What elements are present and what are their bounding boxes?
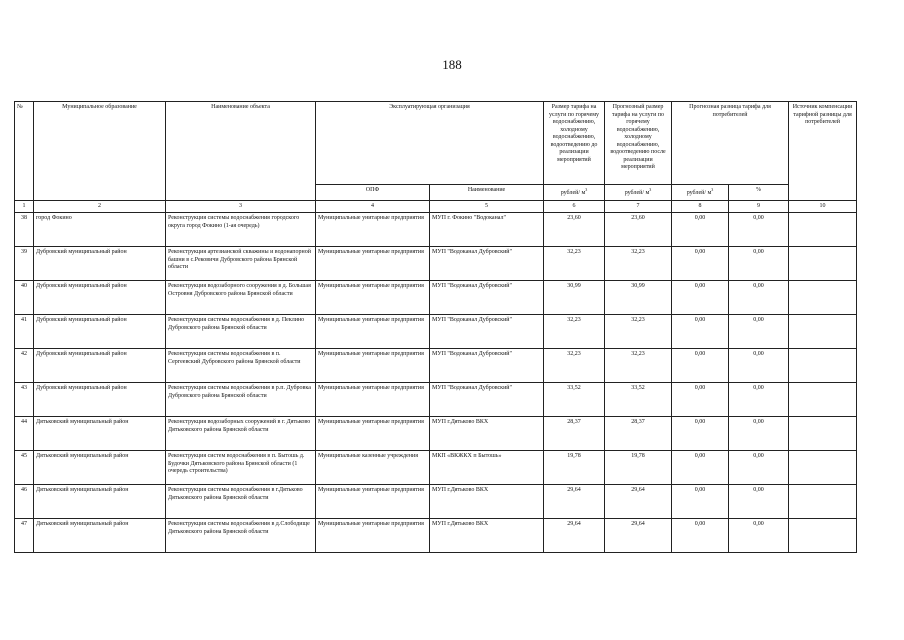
opf-cell: Муниципальные казенные учреждения (316, 451, 430, 485)
table-row (15, 247, 857, 281)
row-number: 47 (15, 519, 34, 553)
object-cell: Реконструкция системы водоснабжения в г.Дятьково Дятьковского района Брянской области (166, 485, 316, 519)
column-number-row (15, 200, 857, 213)
diff-rub-cell: 0,00 (672, 247, 729, 281)
diff-percent-cell: 0,00 (729, 349, 789, 383)
tariff-forecast-cell: 33,52 (605, 383, 672, 417)
table-row (15, 451, 857, 485)
table-row (15, 281, 857, 315)
diff-rub-cell: 0,00 (672, 281, 729, 315)
row-number: 42 (15, 349, 34, 383)
opf-cell: Муниципальные унитарные предприятия (316, 349, 430, 383)
table-row (15, 485, 857, 519)
column-number: 6 (544, 200, 605, 213)
municipality-cell: Дятьковский муниципальный район (34, 451, 166, 485)
tariff-forecast-cell: 32,23 (605, 349, 672, 383)
row-number: 43 (15, 383, 34, 417)
municipality-cell: Дятьковский муниципальный район (34, 417, 166, 451)
organization-cell: МУП г.Дятьково ВКХ (430, 485, 544, 519)
diff-rub-cell: 0,00 (672, 519, 729, 553)
row-number: 38 (15, 213, 34, 247)
tariff-now-cell: 30,99 (544, 281, 605, 315)
municipality-cell: Дубровский муниципальный район (34, 383, 166, 417)
source-cell (789, 417, 857, 451)
subheader-name: Наименование (430, 185, 544, 201)
table-row (15, 519, 857, 553)
diff-rub-cell: 0,00 (672, 417, 729, 451)
column-number: 8 (672, 200, 729, 213)
subheader-opf: ОПФ (316, 185, 430, 201)
diff-percent-cell: 0,00 (729, 417, 789, 451)
tariff-now-cell: 32,23 (544, 247, 605, 281)
opf-cell: Муниципальные унитарные предприятия (316, 213, 430, 247)
diff-rub-cell: 0,00 (672, 349, 729, 383)
organization-cell: МУП "Водоканал Дубровский" (430, 383, 544, 417)
diff-percent-cell: 0,00 (729, 281, 789, 315)
municipality-cell: Дубровский муниципальный район (34, 247, 166, 281)
row-number: 40 (15, 281, 34, 315)
source-cell (789, 281, 857, 315)
unit-label: рублей/ м (624, 190, 650, 196)
tariff-forecast-cell: 32,23 (605, 315, 672, 349)
source-cell (789, 451, 857, 485)
opf-cell: Муниципальные унитарные предприятия (316, 519, 430, 553)
column-number: 3 (166, 200, 316, 213)
row-number: 45 (15, 451, 34, 485)
organization-cell: МУП "Водоканал Дубровский" (430, 281, 544, 315)
object-cell: Реконструкция системы водоснабжения в р.п. Дубровка Дубровского района Брянской области (166, 383, 316, 417)
organization-cell: МУП г. Фокино "Водоканал" (430, 213, 544, 247)
diff-rub-cell: 0,00 (672, 383, 729, 417)
organization-cell: МКП «ВКЖКХ п Бытошь» (430, 451, 544, 485)
header-municipality: Муниципальное образование (34, 102, 166, 201)
organization-cell: МУП "Водоканал Дубровский" (430, 349, 544, 383)
source-cell (789, 213, 857, 247)
source-cell (789, 383, 857, 417)
subheader-unit-8 (672, 185, 729, 201)
header-tariff-diff: Прогнозная разница тарифа для потребителей (672, 102, 789, 185)
diff-percent-cell: 0,00 (729, 485, 789, 519)
header-tariff-now: Размер тарифа на услуги по горячему водоснабжению, холодному водоснабжению, водоотведению до реализации мероприятий (544, 102, 605, 185)
header-source: Источник компенсации тарифной разницы для потребителей (789, 102, 857, 201)
unit-sup: 3 (649, 187, 652, 192)
subheader-unit-7 (605, 185, 672, 201)
tariff-now-cell: 32,23 (544, 315, 605, 349)
tariff-now-cell: 29,64 (544, 485, 605, 519)
column-number: 10 (789, 200, 857, 213)
organization-cell: МУП г.Дятьково ВКХ (430, 417, 544, 451)
organization-cell: МУП "Водоканал Дубровский" (430, 247, 544, 281)
source-cell (789, 485, 857, 519)
tariff-forecast-cell: 29,64 (605, 519, 672, 553)
tariff-now-cell: 29,64 (544, 519, 605, 553)
object-cell: Реконструкция системы водоснабжения в д. Пеклино Дубровского района Брянской области (166, 315, 316, 349)
opf-cell: Муниципальные унитарные предприятия (316, 247, 430, 281)
opf-cell: Муниципальные унитарные предприятия (316, 383, 430, 417)
diff-percent-cell: 0,00 (729, 383, 789, 417)
source-cell (789, 349, 857, 383)
tariff-forecast-cell: 23,60 (605, 213, 672, 247)
header-no: № (15, 102, 34, 201)
tariff-forecast-cell: 28,37 (605, 417, 672, 451)
tariff-now-cell: 23,60 (544, 213, 605, 247)
object-cell: Реконструкция системы водоснабжения городского округа город Фокино (1-ая очередь) (166, 213, 316, 247)
organization-cell: МУП "Водоканал Дубровский" (430, 315, 544, 349)
tariff-forecast-cell: 30,99 (605, 281, 672, 315)
row-number: 41 (15, 315, 34, 349)
municipality-cell: Дубровский муниципальный район (34, 315, 166, 349)
unit-label: рублей/ м (560, 190, 586, 196)
opf-cell: Муниципальные унитарные предприятия (316, 485, 430, 519)
column-number: 1 (15, 200, 34, 213)
diff-rub-cell: 0,00 (672, 485, 729, 519)
table-row (15, 315, 857, 349)
diff-rub-cell: 0,00 (672, 315, 729, 349)
header-tariff-forecast: Прогнозный размер тарифа на услуги по горячему водоснабжению, холодному водоснабжению, водоотведению после реализации мероприятий (605, 102, 672, 185)
page-number: 188 (442, 57, 462, 72)
header-row (15, 102, 857, 185)
tariff-forecast-cell: 29,64 (605, 485, 672, 519)
row-number: 39 (15, 247, 34, 281)
table-row (15, 417, 857, 451)
object-cell: Реконструкция систем водоснабжения в п. Бытошь д. Будочки Дятьковского района Брянской области (1 очередь строительства) (166, 451, 316, 485)
tariff-now-cell: 19,78 (544, 451, 605, 485)
tariff-forecast-cell: 19,78 (605, 451, 672, 485)
table-row (15, 383, 857, 417)
source-cell (789, 519, 857, 553)
source-cell (789, 247, 857, 281)
opf-cell: Муниципальные унитарные предприятия (316, 417, 430, 451)
column-number: 9 (729, 200, 789, 213)
header-object: Наименование объекта (166, 102, 316, 201)
unit-label: рублей/ м (686, 190, 712, 196)
column-number: 7 (605, 200, 672, 213)
tariff-now-cell: 32,23 (544, 349, 605, 383)
opf-cell: Муниципальные унитарные предприятия (316, 281, 430, 315)
diff-percent-cell: 0,00 (729, 451, 789, 485)
column-number: 4 (316, 200, 430, 213)
diff-percent-cell: 0,00 (729, 213, 789, 247)
diff-percent-cell: 0,00 (729, 519, 789, 553)
header-organization: Эксплуатирующая организация (316, 102, 544, 185)
object-cell: Реконструкция водозаборных сооружений в г. Дятьково Дятьковского района Брянской области (166, 417, 316, 451)
diff-rub-cell: 0,00 (672, 451, 729, 485)
object-cell: Реконструкция системы водоснабжения в п. Сергеевский Дубровского района Брянской области (166, 349, 316, 383)
municipality-cell: город Фокино (34, 213, 166, 247)
column-number: 5 (430, 200, 544, 213)
tariff-table (14, 101, 857, 553)
row-number: 46 (15, 485, 34, 519)
opf-cell: Муниципальные унитарные предприятия (316, 315, 430, 349)
municipality-cell: Дубровский муниципальный район (34, 349, 166, 383)
unit-sup: 3 (711, 187, 714, 192)
municipality-cell: Дятьковский муниципальный район (34, 485, 166, 519)
source-cell (789, 315, 857, 349)
municipality-cell: Дубровский муниципальный район (34, 281, 166, 315)
municipality-cell: Дятьковский муниципальный район (34, 519, 166, 553)
row-number: 44 (15, 417, 34, 451)
subheader-percent: % (729, 185, 789, 201)
organization-cell: МУП г.Дятьково ВКХ (430, 519, 544, 553)
table-row (15, 349, 857, 383)
tariff-now-cell: 28,37 (544, 417, 605, 451)
table-body (15, 213, 857, 553)
diff-rub-cell: 0,00 (672, 213, 729, 247)
table-row (15, 213, 857, 247)
subheader-unit-6 (544, 185, 605, 201)
unit-sup: 3 (585, 187, 588, 192)
tariff-now-cell: 33,52 (544, 383, 605, 417)
object-cell: Реконструкция системы водоснабжения в д.Слободище Дятьковского района Брянской области (166, 519, 316, 553)
object-cell: Реконструкция артезианской скважины и водонапорной башни в с.Рековичи Дубровского района Брянской области (166, 247, 316, 281)
column-number: 2 (34, 200, 166, 213)
tariff-forecast-cell: 32,23 (605, 247, 672, 281)
diff-percent-cell: 0,00 (729, 315, 789, 349)
object-cell: Реконструкция водозаборного сооружения в д. Большая Островня Дубровского района Брянской области (166, 281, 316, 315)
diff-percent-cell: 0,00 (729, 247, 789, 281)
